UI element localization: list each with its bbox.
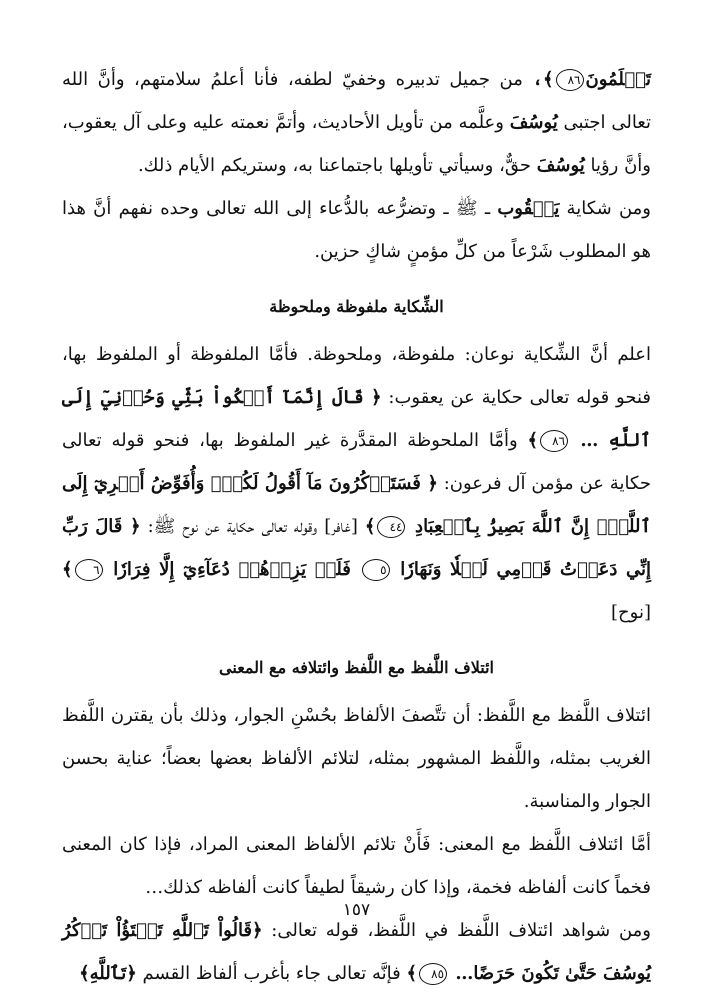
- body-text: ومن شكاية: [559, 198, 651, 219]
- ayah-number-marker: ٦: [75, 559, 103, 581]
- quran-bracket: ﴿: [252, 920, 263, 941]
- quran-quote: يُوسُفَ: [509, 112, 558, 133]
- quran-bracket: ﴿: [126, 963, 137, 984]
- body-text: ـ ﷺ ـ وتضرُّعه بالدُّعاء إلى الله تعالى وحده نفهم أنَّ هذا هو المطلوب شَرْعاً من كلِّ مؤمنٍ شاكٍ حزين.: [62, 198, 651, 262]
- paragraph: [62, 694, 651, 823]
- paragraph: [62, 333, 651, 634]
- quran-bracket: ﴾: [527, 430, 539, 451]
- page-number: ١٥٧: [342, 900, 371, 920]
- quran-quote: قَالَ رَبِّ إِنِّي دَعَوۡتُ قَوۡمِي لَيۡلٗا وَنَهَارٗا: [62, 516, 651, 580]
- quran-bracket: ﴿: [129, 516, 141, 537]
- body-text: حقٌّ، وسيأتي تأويلها باجتماعنا به، وستريكم الأيام ذلك.: [137, 155, 537, 176]
- page-body: [62, 58, 651, 995]
- body-text: وعلَّمه من تأويل الأحاديث، وأتمَّ نعمته عليه وعلى آل يعقوب، وأنَّ رؤيا: [62, 112, 651, 176]
- quran-bracket: ﴾: [62, 559, 73, 580]
- quran-bracket: ﴾: [79, 963, 90, 984]
- body-text: [نوح]: [611, 602, 651, 623]
- quran-bracket: ﴿: [427, 473, 438, 494]
- quran-quote: تَٱللَّهِ: [89, 963, 127, 984]
- paragraph: [62, 823, 651, 909]
- paragraph: [62, 909, 651, 995]
- body-text: فإنَّه تعالى جاء بأغرب ألفاظ القسم: [136, 963, 407, 984]
- ayah-number-marker: ٤٤: [377, 516, 405, 538]
- quran-quote: يُوسُفَ: [536, 155, 585, 176]
- section-heading-word-harmony: ائتلاف اللَّفظ مع اللَّفظ وائتلافه مع المعنى: [219, 658, 494, 677]
- intro-paragraphs: [62, 58, 651, 273]
- section-heading-complaint: الشِّكاية ملفوظة وملحوظة: [269, 297, 444, 316]
- body-text: اعلم أنَّ الشِّكاية نوعان: ملفوظة، وملحوظة. فأمَّا الملفوظة أو الملفوظ بها، فنحو قوله تعالى حكاية عن يعقوب:: [62, 344, 651, 408]
- body-text: من جميل تدبيره وخفيّ لطفه، فأنا أعلمُ سلامتهم، وأنَّ الله تعالى اجتبى: [62, 69, 651, 133]
- quran-bracket: ﴿: [371, 387, 382, 408]
- paragraph: [62, 58, 651, 187]
- body-text: أمَّا ائتلاف اللَّفظ مع المعنى: فَأَنْ تلائم الألفاظ المعنى المراد، فإذا كان المعنى فخماً كانت ألفاظه فخمة، وإذا كان رشيقاً لطيفاً كانت ألفاظه كذلك…: [62, 834, 651, 898]
- quran-quote: تَعۡلَمُونَ: [585, 69, 651, 90]
- quran-quote: قَالَ إِنَّمَآ أَشۡكُواْ بَثِّي وَحُزۡنِيٓ إِلَى ٱللَّهِ …: [62, 387, 651, 451]
- quran-quote: قَالُواْ تَٱللَّهِ تَفۡتَؤُاْ تَذۡكُرُ يُوسُفَ حَتَّىٰ تَكُونَ حَرَضًا…: [62, 920, 651, 984]
- quran-quote: يَعۡقُوب: [497, 198, 560, 219]
- body-text: [غافر] وقوله تعالى حكاية عن نوح ﷺ:: [140, 516, 365, 537]
- section-complaint-body: [62, 333, 651, 634]
- body-text: ومن شواهد ائتلاف اللَّفظ في اللَّفظ، قوله تعالى:: [262, 920, 651, 941]
- body-text: ائتلاف اللَّفظ مع اللَّفظ: أن تتَّصفَ الألفاظ بحُسْنِ الجوار، وذلك بأن يقترن اللَّفظ الغريب بمثله، واللَّفظ المشهور بمثله، لتلائم الألفاظ بعضها بعضاً؛ عناية بحسن الجوار والمناسبة.: [62, 705, 651, 812]
- paragraph: [62, 187, 651, 273]
- quran-quote: فَسَتَذۡكُرُونَ مَآ أَقُولُ لَكُمۡۚ وَأُفَوِّضُ أَمۡرِيٓ إِلَى ٱللَّهِۚ إِنَّ ٱللَّهَ بَصِيرُۢ بِٱلۡعِبَادِ: [62, 473, 652, 537]
- section-word-harmony-body: [62, 694, 651, 995]
- quran-bracket: ﴾: [364, 516, 376, 537]
- quran-bracket: ﴾،: [532, 69, 554, 90]
- ayah-number-marker: ٨٦: [540, 430, 568, 452]
- ayah-number-marker: ٥: [362, 559, 390, 581]
- quran-quote: فَلَمۡ يَزِدۡهُمۡ دُعَآءِيٓ إِلَّا فِرَارٗا: [104, 559, 360, 580]
- body-text: وأمَّا الملحوظة المقدَّرة غير الملفوظ بها، فنحو قوله تعالى حكاية عن مؤمن آل فرعون:: [62, 430, 652, 494]
- ayah-number-marker: ٨٥: [419, 963, 447, 985]
- quran-bracket: ﴾: [406, 963, 418, 984]
- ayah-number-marker: ٨٦: [556, 69, 584, 91]
